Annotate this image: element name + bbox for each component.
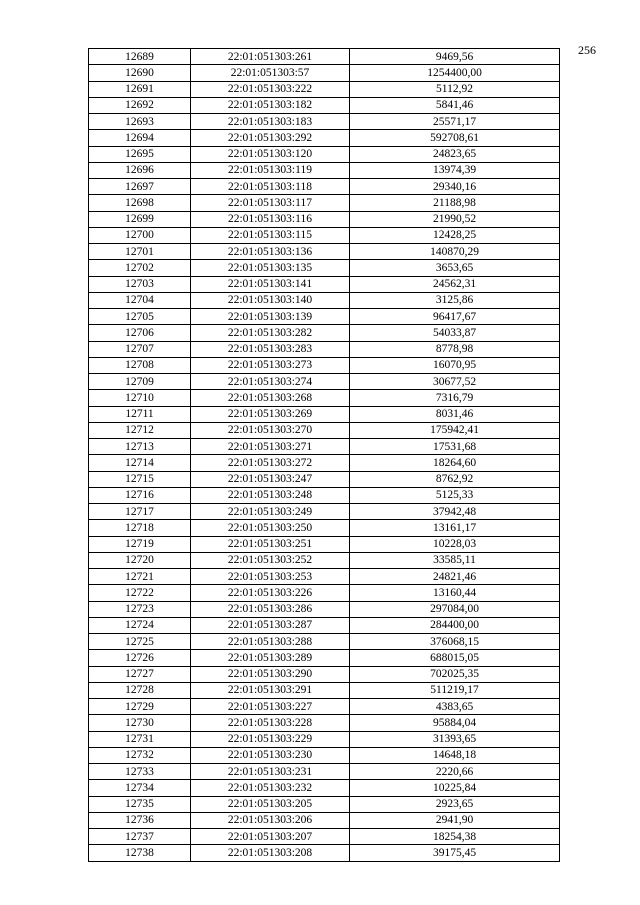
row-number-cell: 12692 (89, 97, 191, 113)
row-number-cell: 12695 (89, 146, 191, 162)
value-cell: 39175,45 (350, 845, 560, 861)
row-number-cell: 12700 (89, 227, 191, 243)
table-row (89, 796, 560, 812)
cadastral-number-cell: 22:01:051303:261 (191, 49, 350, 65)
row-number-cell: 12736 (89, 812, 191, 828)
table-row (89, 276, 560, 292)
table-row (89, 97, 560, 113)
row-number-cell: 12732 (89, 747, 191, 763)
cadastral-number-cell: 22:01:051303:141 (191, 276, 350, 292)
table-row (89, 357, 560, 373)
value-cell: 14648,18 (350, 747, 560, 763)
table-row (89, 536, 560, 552)
row-number-cell: 12696 (89, 162, 191, 178)
value-cell: 4383,65 (350, 699, 560, 715)
value-cell: 16070,95 (350, 357, 560, 373)
row-number-cell: 12704 (89, 292, 191, 308)
table-row (89, 162, 560, 178)
cadastral-number-cell: 22:01:051303:274 (191, 374, 350, 390)
value-cell: 688015,05 (350, 650, 560, 666)
row-number-cell: 12714 (89, 455, 191, 471)
row-number-cell: 12719 (89, 536, 191, 552)
value-cell: 5125,33 (350, 487, 560, 503)
cadastral-number-cell: 22:01:051303:249 (191, 504, 350, 520)
row-number-cell: 12710 (89, 390, 191, 406)
cadastral-number-cell: 22:01:051303:273 (191, 357, 350, 373)
value-cell: 511219,17 (350, 682, 560, 698)
cadastral-number-cell: 22:01:051303:229 (191, 731, 350, 747)
value-cell: 54033,87 (350, 325, 560, 341)
cadastral-number-cell: 22:01:051303:119 (191, 162, 350, 178)
table-row (89, 601, 560, 617)
table-row (89, 211, 560, 227)
value-cell: 8031,46 (350, 406, 560, 422)
row-number-cell: 12738 (89, 845, 191, 861)
value-cell: 10225,84 (350, 780, 560, 796)
value-cell: 17531,68 (350, 439, 560, 455)
value-cell: 8762,92 (350, 471, 560, 487)
table-row (89, 325, 560, 341)
table-row (89, 422, 560, 438)
cadastral-number-cell: 22:01:051303:271 (191, 439, 350, 455)
table-row (89, 569, 560, 585)
value-cell: 9469,56 (350, 49, 560, 65)
value-cell: 29340,16 (350, 179, 560, 195)
cadastral-number-cell: 22:01:051303:253 (191, 569, 350, 585)
row-number-cell: 12693 (89, 114, 191, 130)
row-number-cell: 12697 (89, 179, 191, 195)
row-number-cell: 12701 (89, 244, 191, 260)
table-row (89, 244, 560, 260)
cadastral-number-cell: 22:01:051303:120 (191, 146, 350, 162)
table-row (89, 146, 560, 162)
value-cell: 24823,65 (350, 146, 560, 162)
value-cell: 7316,79 (350, 390, 560, 406)
cadastral-number-cell: 22:01:051303:135 (191, 260, 350, 276)
row-number-cell: 12716 (89, 487, 191, 503)
cadastral-number-cell: 22:01:051303:270 (191, 422, 350, 438)
cadastral-number-cell: 22:01:051303:291 (191, 682, 350, 698)
value-cell: 12428,25 (350, 227, 560, 243)
row-number-cell: 12694 (89, 130, 191, 146)
value-cell: 3653,65 (350, 260, 560, 276)
value-cell: 21990,52 (350, 211, 560, 227)
row-number-cell: 12737 (89, 829, 191, 845)
cadastral-number-cell: 22:01:051303:286 (191, 601, 350, 617)
cadastral-number-cell: 22:01:051303:226 (191, 585, 350, 601)
cadastral-number-cell: 22:01:051303:205 (191, 796, 350, 812)
value-cell: 30677,52 (350, 374, 560, 390)
value-cell: 592708,61 (350, 130, 560, 146)
table-row (89, 114, 560, 130)
cadastral-number-cell: 22:01:051303:268 (191, 390, 350, 406)
row-number-cell: 12698 (89, 195, 191, 211)
table-row (89, 406, 560, 422)
row-number-cell: 12702 (89, 260, 191, 276)
table-row (89, 699, 560, 715)
row-number-cell: 12712 (89, 422, 191, 438)
row-number-cell: 12706 (89, 325, 191, 341)
table-row (89, 455, 560, 471)
table-row (89, 845, 560, 861)
row-number-cell: 12691 (89, 81, 191, 97)
value-cell: 10228,03 (350, 536, 560, 552)
cadastral-number-cell: 22:01:051303:292 (191, 130, 350, 146)
page-number: 256 (578, 43, 596, 57)
cadastral-number-cell: 22:01:051303:251 (191, 536, 350, 552)
table-row (89, 49, 560, 65)
row-number-cell: 12708 (89, 357, 191, 373)
row-number-cell: 12703 (89, 276, 191, 292)
table-row (89, 390, 560, 406)
table-row (89, 617, 560, 633)
row-number-cell: 12690 (89, 65, 191, 81)
row-number-cell: 12705 (89, 309, 191, 325)
cadastral-number-cell: 22:01:051303:289 (191, 650, 350, 666)
value-cell: 31393,65 (350, 731, 560, 747)
value-cell: 24821,46 (350, 569, 560, 585)
table-row (89, 829, 560, 845)
value-cell: 8778,98 (350, 341, 560, 357)
row-number-cell: 12729 (89, 699, 191, 715)
value-cell: 2941,90 (350, 812, 560, 828)
value-cell: 37942,48 (350, 504, 560, 520)
row-number-cell: 12735 (89, 796, 191, 812)
value-cell: 24562,31 (350, 276, 560, 292)
row-number-cell: 12718 (89, 520, 191, 536)
row-number-cell: 12699 (89, 211, 191, 227)
value-cell: 376068,15 (350, 634, 560, 650)
table-row (89, 634, 560, 650)
table-row (89, 227, 560, 243)
table-row (89, 585, 560, 601)
cadastral-number-cell: 22:01:051303:139 (191, 309, 350, 325)
table-row (89, 715, 560, 731)
row-number-cell: 12715 (89, 471, 191, 487)
cadastral-number-cell: 22:01:051303:136 (191, 244, 350, 260)
cadastral-number-cell: 22:01:051303:227 (191, 699, 350, 715)
cadastral-number-cell: 22:01:051303:116 (191, 211, 350, 227)
table-row (89, 812, 560, 828)
table-row (89, 471, 560, 487)
value-cell: 702025,35 (350, 666, 560, 682)
row-number-cell: 12730 (89, 715, 191, 731)
row-number-cell: 12734 (89, 780, 191, 796)
cadastral-number-cell: 22:01:051303:282 (191, 325, 350, 341)
cadastral-number-cell: 22:01:051303:230 (191, 747, 350, 763)
row-number-cell: 12727 (89, 666, 191, 682)
value-cell: 18264,60 (350, 455, 560, 471)
cadastral-number-cell: 22:01:051303:57 (191, 65, 350, 81)
cadastral-number-cell: 22:01:051303:118 (191, 179, 350, 195)
cadastral-number-cell: 22:01:051303:288 (191, 634, 350, 650)
row-number-cell: 12720 (89, 552, 191, 568)
value-cell: 25571,17 (350, 114, 560, 130)
cadastral-number-cell: 22:01:051303:140 (191, 292, 350, 308)
cadastral-number-cell: 22:01:051303:183 (191, 114, 350, 130)
cadastral-number-cell: 22:01:051303:283 (191, 341, 350, 357)
row-number-cell: 12717 (89, 504, 191, 520)
value-cell: 175942,41 (350, 422, 560, 438)
table-row (89, 747, 560, 763)
table-row (89, 81, 560, 97)
cadastral-number-cell: 22:01:051303:290 (191, 666, 350, 682)
row-number-cell: 12723 (89, 601, 191, 617)
table-row (89, 130, 560, 146)
cadastral-number-cell: 22:01:051303:252 (191, 552, 350, 568)
table-row (89, 666, 560, 682)
cadastral-number-cell: 22:01:051303:117 (191, 195, 350, 211)
row-number-cell: 12711 (89, 406, 191, 422)
value-cell: 13161,17 (350, 520, 560, 536)
value-cell: 13160,44 (350, 585, 560, 601)
table-row (89, 780, 560, 796)
value-cell: 297084,00 (350, 601, 560, 617)
table-row (89, 552, 560, 568)
table-row (89, 341, 560, 357)
row-number-cell: 12709 (89, 374, 191, 390)
value-cell: 3125,86 (350, 292, 560, 308)
table-row (89, 520, 560, 536)
row-number-cell: 12726 (89, 650, 191, 666)
value-cell: 1254400,00 (350, 65, 560, 81)
registry-table-body (89, 49, 560, 862)
cadastral-number-cell: 22:01:051303:248 (191, 487, 350, 503)
cadastral-number-cell: 22:01:051303:250 (191, 520, 350, 536)
table-row (89, 504, 560, 520)
cadastral-number-cell: 22:01:051303:182 (191, 97, 350, 113)
cadastral-number-cell: 22:01:051303:247 (191, 471, 350, 487)
table-row (89, 292, 560, 308)
table-row (89, 487, 560, 503)
row-number-cell: 12722 (89, 585, 191, 601)
table-row (89, 65, 560, 81)
cadastral-number-cell: 22:01:051303:232 (191, 780, 350, 796)
table-row (89, 682, 560, 698)
table-row (89, 764, 560, 780)
value-cell: 284400,00 (350, 617, 560, 633)
row-number-cell: 12689 (89, 49, 191, 65)
row-number-cell: 12725 (89, 634, 191, 650)
value-cell: 95884,04 (350, 715, 560, 731)
value-cell: 21188,98 (350, 195, 560, 211)
value-cell: 13974,39 (350, 162, 560, 178)
cadastral-number-cell: 22:01:051303:222 (191, 81, 350, 97)
cadastral-number-cell: 22:01:051303:206 (191, 812, 350, 828)
row-number-cell: 12728 (89, 682, 191, 698)
value-cell: 5841,46 (350, 97, 560, 113)
row-number-cell: 12724 (89, 617, 191, 633)
table-row (89, 195, 560, 211)
value-cell: 5112,92 (350, 81, 560, 97)
cadastral-number-cell: 22:01:051303:269 (191, 406, 350, 422)
cadastral-number-cell: 22:01:051303:207 (191, 829, 350, 845)
cadastral-number-cell: 22:01:051303:272 (191, 455, 350, 471)
table-row (89, 260, 560, 276)
cadastral-number-cell: 22:01:051303:115 (191, 227, 350, 243)
table-row (89, 179, 560, 195)
table-row (89, 374, 560, 390)
table-row (89, 439, 560, 455)
row-number-cell: 12707 (89, 341, 191, 357)
value-cell: 140870,29 (350, 244, 560, 260)
value-cell: 18254,38 (350, 829, 560, 845)
table-row (89, 731, 560, 747)
row-number-cell: 12731 (89, 731, 191, 747)
table-row (89, 650, 560, 666)
cadastral-number-cell: 22:01:051303:287 (191, 617, 350, 633)
cadastral-number-cell: 22:01:051303:228 (191, 715, 350, 731)
value-cell: 2220,66 (350, 764, 560, 780)
value-cell: 33585,11 (350, 552, 560, 568)
row-number-cell: 12733 (89, 764, 191, 780)
registry-table (88, 48, 560, 862)
table-row (89, 309, 560, 325)
cadastral-number-cell: 22:01:051303:231 (191, 764, 350, 780)
row-number-cell: 12721 (89, 569, 191, 585)
value-cell: 96417,67 (350, 309, 560, 325)
value-cell: 2923,65 (350, 796, 560, 812)
cadastral-number-cell: 22:01:051303:208 (191, 845, 350, 861)
row-number-cell: 12713 (89, 439, 191, 455)
